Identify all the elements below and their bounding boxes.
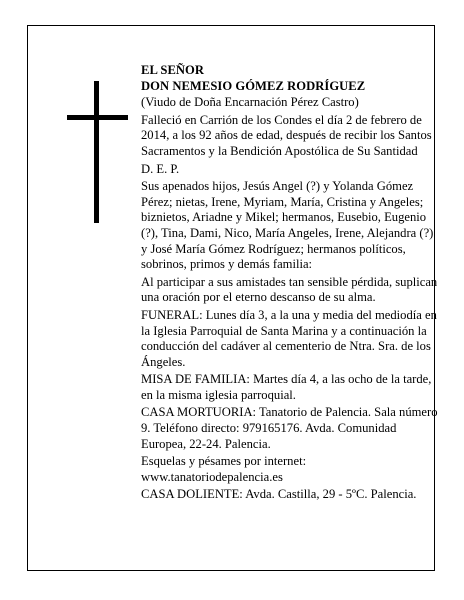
rip-text: D. E. P.	[141, 161, 180, 176]
latin-cross-icon	[28, 26, 29, 27]
family-list: Sus apenados hijos, Jesús Angel (?) y Yolanda Gómez Pérez; nietas, Irene, Myriam, María, Cristina y Angeles; biznietos, Ariadne y Mikel; hermanos, Eusebio, Eugenio (?), Tina, Dami, Nico, María Angeles, Irene, Alejandra (?) y José María Gómez Rodríguez; hermanos políticos, sobrinos, primos y demás familia:	[141, 179, 434, 272]
obituary-text	[141, 63, 441, 505]
death-info: Falleció en Carrión de los Condes el día 2 de febrero de 2014, a los 92 años de edad, después de recibir los Santos Sacramentos y la Bendición Apostólica de Su Santidad	[141, 112, 432, 158]
online-condolences: Esquelas y pésames por internet: www.tanatoriodepalencia.es	[141, 454, 307, 484]
cross-vertical-bar	[94, 81, 99, 223]
obituary-notice	[27, 25, 438, 571]
prayer-request: Al participar a sus amistades tan sensible pérdida, suplican una oración por el eterno descanso de su alma.	[141, 274, 438, 305]
cross-horizontal-bar	[67, 115, 128, 120]
widower-note: (Viudo de Doña Encarnación Pérez Castro)	[141, 95, 359, 110]
notice-title: EL SEÑOR	[141, 63, 205, 77]
funeral-info: FUNERAL: Lunes día 3, a la una y media del mediodía en la Iglesia Parroquial de Santa Marina y a continuación la conducción del cadáver al cementerio de Ntra. Sra. de los Ángeles.	[141, 307, 437, 369]
mourning-house-info: CASA DOLIENTE: Avda. Castilla, 29 - 5ºC. Palencia.	[141, 487, 417, 502]
deceased-name: DON NEMESIO GÓMEZ RODRÍGUEZ	[141, 78, 366, 93]
family-mass-info: MISA DE FAMILIA: Martes día 4, a las ocho de la tarde, en la misma iglesia parroquial.	[141, 372, 432, 402]
mortuary-info: CASA MORTUORIA: Tanatorio de Palencia. Sala número 9. Teléfono directo: 979165176. Avda. Comunidad Europea, 22-24. Palencia.	[141, 405, 438, 451]
